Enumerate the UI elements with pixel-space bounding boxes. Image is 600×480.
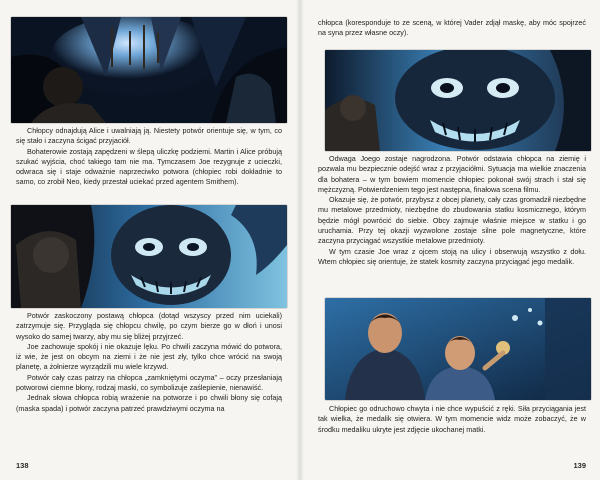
paragraph: Joe zachowuje spokój i nie okazuje lęku. Po chwili zaczyna mówić do potwora, iż wie, że jest on obcym na ziemi i że nie jest zły, tylko chce wrócić na swoją planetę, a żołnierze wyrządzili mu wiele krzywd. [16, 341, 282, 372]
left-page [0, 0, 298, 480]
paragraph: Bohaterowie zostają zapędzeni w ślepą uliczkę podziemi. Martin i Alice próbują szukać wyjścia, choć takiego tam nie ma. Tymczasem Joe rezygnuje z ucieczki, odwraca się i staje odważnie naprzeciwko potwora (chłopiec robi dokładnie to samo, co zrobił Neo, kiedy przestał uciekać przed agentem Smithem). [16, 146, 282, 187]
paragraph: Potwór zaskoczony postawą chłopca (dotąd wszyscy przed nim uciekali) zatrzymuje się. Przygląda się chłopcu chwilę, po czym bierze go w dłoń i unosi wysoko do samej twarzy, aby mu się bliżej przyjrzeć. [16, 311, 282, 341]
illustration-cave-scene [11, 17, 287, 123]
illustration-boy-and-father [325, 298, 591, 400]
left-text-block-2 [16, 311, 282, 414]
paragraph: Jednak słowa chłopca robią wrażenie na potworze i po chwili błony się cofają (maska spada) i potwór zaczyna patrzeć prawdziwymi oczyma na [16, 393, 282, 413]
right-text-block-2 [318, 154, 586, 267]
illustration-monster-face [11, 205, 287, 308]
right-page [302, 0, 600, 480]
paragraph: W tym czasie Joe wraz z ojcem stoją na ulicy i obserwują wszystko z dołu. Wtem chłopiec się orientuje, że statek kosmity zaczyna przyciągać jego medalik. [318, 246, 586, 266]
paragraph: Okazuje się, że potwór, przybysz z obcej planety, cały czas gromadził niezbędne mu metalowe przedmioty, niezbędne do zbudowania statku kosmicznego, którym będzie mógł powrócić do siebie. Obcy zajmuje właśnie miejsce w statku i go uruchamia. Przy tej okazji wyzwolone zostaje silne pole magnetyczne, które zaczyna przyciągać wszystkie metalowe przedmioty. [318, 195, 586, 246]
paragraph: Chłopcy odnajdują Alice i uwalniają ją. Niestety potwór orientuje się, w tym, co się stało i zaczyna ścigać przyjaciół. [16, 126, 282, 146]
left-text-block-1 [16, 126, 282, 188]
page-number-right: 139 [573, 461, 586, 470]
paragraph: Potwór cały czas patrzy na chłopca „zamkniętymi oczyma” – oczy przesłaniają potworowi ciemne błony, rodzaj maski, co symbolizuje zaślepienie, nienawiść. [16, 372, 282, 393]
right-text-block-3 [318, 404, 586, 435]
paragraph: chłopca (koresponduje to ze sceną, w której Vader zdjął maskę, aby móc spojrzeć na syna przez własne oczy). [318, 18, 586, 38]
page-number-left: 138 [16, 461, 29, 470]
paragraph: Chłopiec go odruchowo chwyta i nie chce wypuścić z ręki. Siła przyciągania jest tak wielka, że medalik się otwiera. W tym momencie widz może zobaczyć, że w środku medaliku ukryte jest zdjęcie ukochanej matki. [318, 404, 586, 434]
right-text-block-1 [318, 18, 586, 39]
paragraph: Odwaga Joego zostaje nagrodzona. Potwór odstawia chłopca na ziemię i pozwala mu bezpiecznie odejść wraz z przyjaciółmi. Sytuacja ma wielkie znaczenia dla bohatera – w tym bowiem momencie chłopiec pokonał swój strach i stał się mężczyzną. Potwierdzeniem tego jest następna, finałowa scena filmu. [318, 154, 586, 194]
illustration-monster-closeup [325, 50, 591, 151]
